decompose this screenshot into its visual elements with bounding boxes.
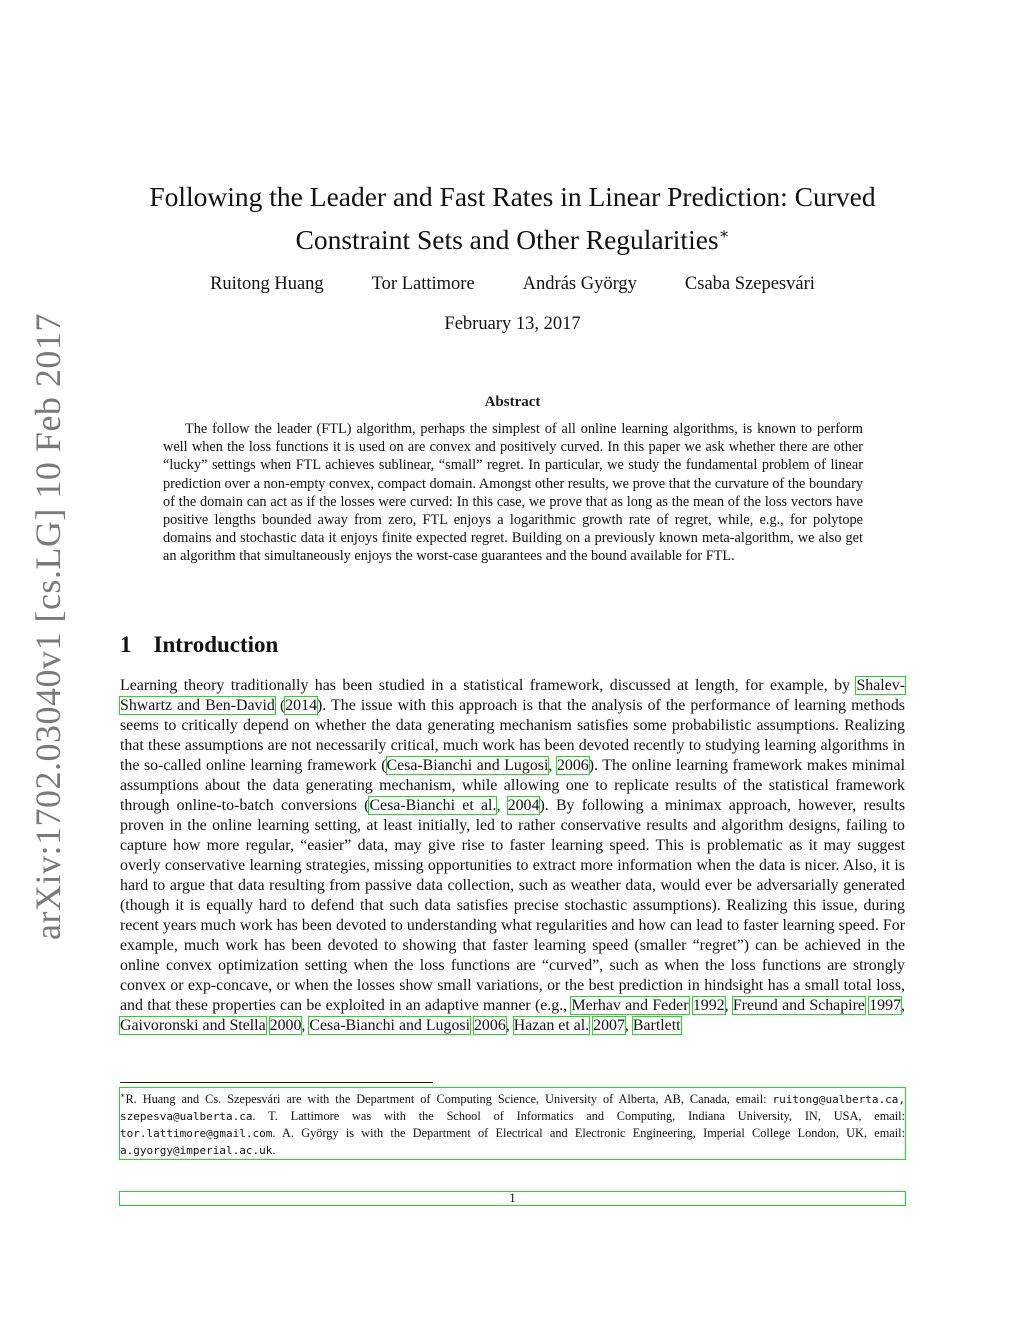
email-address: a.gyorgy@imperial.ac.uk bbox=[120, 1144, 273, 1158]
footnote-text: R. Huang and Cs. Szepesvári are with the Department of Computing Science, University of Alberta, AB, Canada, email: bbox=[125, 1092, 773, 1107]
citation-link[interactable]: Gaivoronski and Stella bbox=[120, 1017, 266, 1034]
body-text: ). The issue with this approach is that the analysis of the performance of learning methods seems to critically depend on whether the data generating mechanism satisfies some probabilistic assumptions. Realizing that these assumptions are not necessarily critical, much work has been devoted recently to studying learning algorithms in the so-called online learning framework ( bbox=[120, 697, 905, 774]
body-text: , bbox=[901, 997, 905, 1014]
body-text: , bbox=[724, 997, 733, 1014]
body-text: ( bbox=[274, 697, 286, 714]
body-text: Learning theory traditionally has been studied in a statistical framework, discussed at length, for example, by bbox=[120, 677, 857, 694]
body-text: , bbox=[548, 757, 557, 774]
citation-link[interactable]: 1992 bbox=[692, 997, 725, 1014]
citation-link[interactable]: 2006 bbox=[473, 1017, 506, 1034]
title-line-2: Constraint Sets and Other Regularities bbox=[295, 224, 719, 256]
section-title: Introduction bbox=[153, 632, 279, 657]
arxiv-identifier: arXiv:1702.03040v1 [cs.LG] 10 Feb 2017 bbox=[28, 313, 68, 940]
citation-link[interactable]: Cesa-Bianchi and Lugosi bbox=[386, 757, 549, 774]
citation-link[interactable]: Cesa-Bianchi et al. bbox=[369, 797, 497, 814]
abstract-text: The follow the leader (FTL) algorithm, perhaps the simplest of all online learning algorithms, is known to perform well when the loss functions it is used on are convex and positively curved. In this paper we ask whether there are other “lucky” settings when FTL achieves sublinear, “small” regret. In particular, we study the fundamental problem of linear prediction over a non-empty convex, compact domain. Amongst other results, we prove that the curvature of the boundary of the domain can act as if the losses were curved: In this case, we prove that as long as the mean of the loss vectors have positive lengths bounded away from zero, FTL enjoys a logarithmic growth rate of regret, while, e.g., for polytope domains and stochastic data it enjoys finite expected regret. Building on a previously known meta-algorithm, we also get an algorithm that simultaneously enjoys the worst-case guarantees and the bound available for FTL. bbox=[163, 421, 863, 565]
author-name: Csaba Szepesvári bbox=[684, 274, 815, 294]
body-text: ). The online learning framework makes minimal assumptions about the data generating mechanism, while allowing one to replicate results of the statistical framework through online-to-batch conversions ( bbox=[120, 757, 905, 814]
citation-link[interactable]: Shalev-Shwartz and Ben-David bbox=[120, 677, 905, 714]
citation-link[interactable]: 2000 bbox=[269, 1017, 302, 1034]
citation-link[interactable]: 2006 bbox=[556, 757, 589, 774]
citation-link[interactable]: 1997 bbox=[869, 997, 902, 1014]
email-address: tor.lattimore@gmail.com bbox=[120, 1127, 273, 1141]
body-text: , bbox=[496, 797, 508, 814]
title-line-1: Following the Leader and Fast Rates in Linear Prediction: Curved bbox=[149, 181, 876, 212]
page-number-link[interactable]: 1 bbox=[120, 1192, 905, 1205]
citation-link[interactable]: 2007 bbox=[593, 1017, 625, 1034]
footnote-text: . T. Lattimore was with the School of Informatics and Computing, Indiana University, IN, USA, email: bbox=[252, 1109, 905, 1124]
section-number: 1 bbox=[120, 632, 132, 657]
email-address: ruitong@ualberta.ca, szepesva@ualberta.ca bbox=[120, 1093, 905, 1124]
footnote-mark: ∗ bbox=[120, 1091, 126, 1100]
citation-link[interactable]: Merhav and Feder bbox=[571, 997, 689, 1014]
citation-link[interactable]: Bartlett bbox=[632, 1017, 681, 1034]
body-text: , bbox=[505, 1017, 514, 1034]
body-text: , bbox=[301, 1017, 310, 1034]
title-footnote-mark: ∗ bbox=[718, 226, 730, 243]
abstract-heading: Abstract bbox=[484, 394, 541, 410]
author-name: András György bbox=[522, 274, 637, 294]
footnote-text: . bbox=[272, 1143, 276, 1158]
body-text: , bbox=[624, 1017, 633, 1034]
introduction-paragraph bbox=[120, 676, 905, 1036]
citation-link[interactable]: Cesa-Bianchi and Lugosi bbox=[309, 1017, 470, 1034]
paper-title bbox=[120, 178, 905, 259]
author-name: Ruitong Huang bbox=[210, 274, 324, 294]
footnote-divider bbox=[120, 1082, 433, 1083]
citation-link[interactable]: Hazan et al. bbox=[513, 1017, 590, 1034]
section-heading-introduction bbox=[120, 632, 278, 658]
paper-date: February 13, 2017 bbox=[444, 314, 581, 334]
citation-link[interactable]: Freund and Schapire bbox=[732, 997, 865, 1014]
footnote-link[interactable] bbox=[120, 1088, 905, 1159]
citation-link[interactable]: 2014 bbox=[285, 697, 318, 714]
author-name: Tor Lattimore bbox=[371, 274, 475, 294]
footnote-text: . A. György is with the Department of Electrical and Electronic Engineering, Imperial College London, UK, email: bbox=[272, 1126, 905, 1141]
body-text: ). By following a minimax approach, however, results proven in the online learning setting, at least initially, led to rather conservative results and algorithm designs, failing to capture how more regular, “easier” data, may give rise to faster learning speed. This is problematic as it may suggest overly conservative learning strategies, missing opportunities to extract more information when the data is nicer. Also, it is hard to argue that data resulting from passive data collection, such as weather data, would ever be adversarially generated (though it is equally hard to defend that such data satisfies precise stochastic assumptions). Realizing this issue, during recent years much work has been devoted to understanding what regularities and how can lead to faster learning speed. For example, much work has been devoted to showing that faster learning speed (smaller “regret”) can be achieved in the online convex optimization setting when the loss functions are “curved”, such as when the loss functions are strongly convex or exp-concave, or when the losses show small variations, or the best prediction in hindsight has a small total loss, and that these properties can be exploited in an adaptive manner (e.g., bbox=[120, 797, 906, 1014]
citation-link[interactable]: 2004 bbox=[507, 797, 540, 814]
author-list bbox=[120, 274, 905, 295]
